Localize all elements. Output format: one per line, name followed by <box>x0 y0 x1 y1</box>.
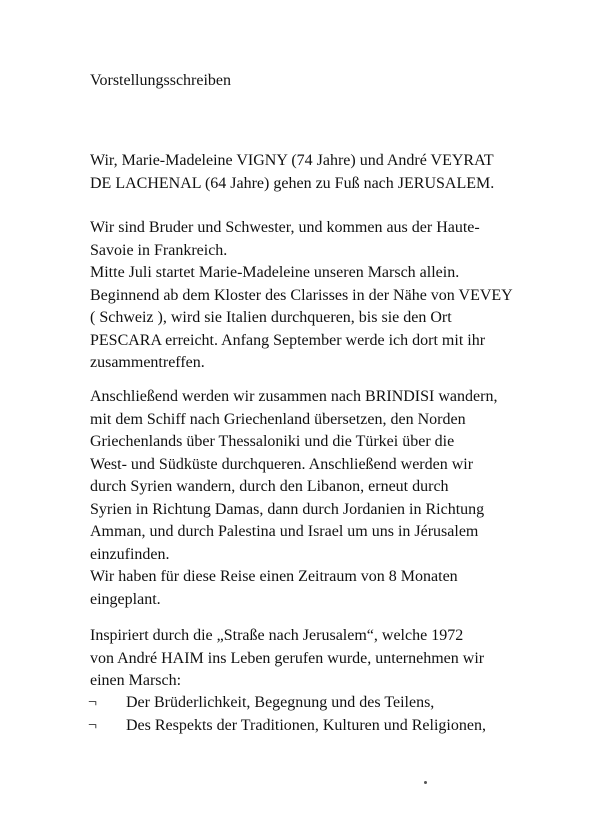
text-line: ( Schweiz ), wird sie Italien durchqueren, bis sie den Ort <box>90 309 452 326</box>
text-line: mit dem Schiff nach Griechenland übersetzen, den Norden <box>90 410 466 428</box>
text-line: Anschließend werden wir zusammen nach BRINDISI wandern, <box>90 388 498 405</box>
text-line: einzufinden. <box>90 545 170 563</box>
paragraph-origin <box>90 217 560 375</box>
text-line: einen Marsch: <box>90 672 182 689</box>
text-line: DE LACHENAL (64 Jahre) gehen zu Fuß nach JERUSALEM. <box>90 174 495 192</box>
paragraph-inspiration <box>90 625 560 693</box>
bullet-icon: ¬ <box>88 694 98 711</box>
document-title: Vorstellungsschreiben <box>90 72 232 89</box>
text-line: Griechenlands über Thessaloniki und die Türkei über die <box>90 433 455 450</box>
bullet-icon: ¬ <box>88 716 98 734</box>
text-line: Syrien in Richtung Damas, dann durch Jordanien in Richtung <box>90 500 485 518</box>
text-line: Wir haben für diese Reise einen Zeitraum von 8 Monaten <box>90 568 458 585</box>
text-line: West- und Südküste durchqueren. Anschließend werden wir <box>90 455 474 473</box>
text-line: Wir sind Bruder und Schwester, und kommen aus der Haute- <box>90 219 480 236</box>
list-item <box>86 715 556 738</box>
list-item <box>86 692 556 715</box>
text-line: Savoie in Frankreich. <box>90 241 228 259</box>
list-item-text: Des Respekts der Traditionen, Kulturen und Religionen, <box>126 716 486 734</box>
paragraph-route <box>90 386 560 611</box>
paper-speck <box>424 781 427 784</box>
text-line: Wir, Marie-Madeleine VIGNY (74 Jahre) und André VEYRAT <box>90 152 494 169</box>
bullet-list <box>86 692 556 737</box>
text-line: Inspiriert durch die „Straße nach Jerusalem“, welche 1972 <box>90 627 464 644</box>
text-line: eingeplant. <box>90 590 161 608</box>
text-line: PESCARA erreicht. Anfang September werde ich dort mit ihr <box>90 331 486 349</box>
text-line: von André HAIM ins Leben gerufen wurde, unternehmen wir <box>90 649 485 667</box>
text-line: Amman, und durch Palestina und Israel um uns in Jérusalem <box>90 523 479 540</box>
text-line: durch Syrien wandern, durch den Libanon, erneut durch <box>90 478 449 495</box>
paragraph-intro <box>90 150 560 195</box>
text-line: zusammentreffen. <box>90 354 205 371</box>
text-line: Mitte Juli startet Marie-Madeleine unseren Marsch allein. <box>90 264 460 281</box>
text-line: Beginnend ab dem Kloster des Clarisses in der Nähe von VEVEY <box>90 286 513 304</box>
list-item-text: Der Brüderlichkeit, Begegnung und des Teilens, <box>126 694 435 711</box>
